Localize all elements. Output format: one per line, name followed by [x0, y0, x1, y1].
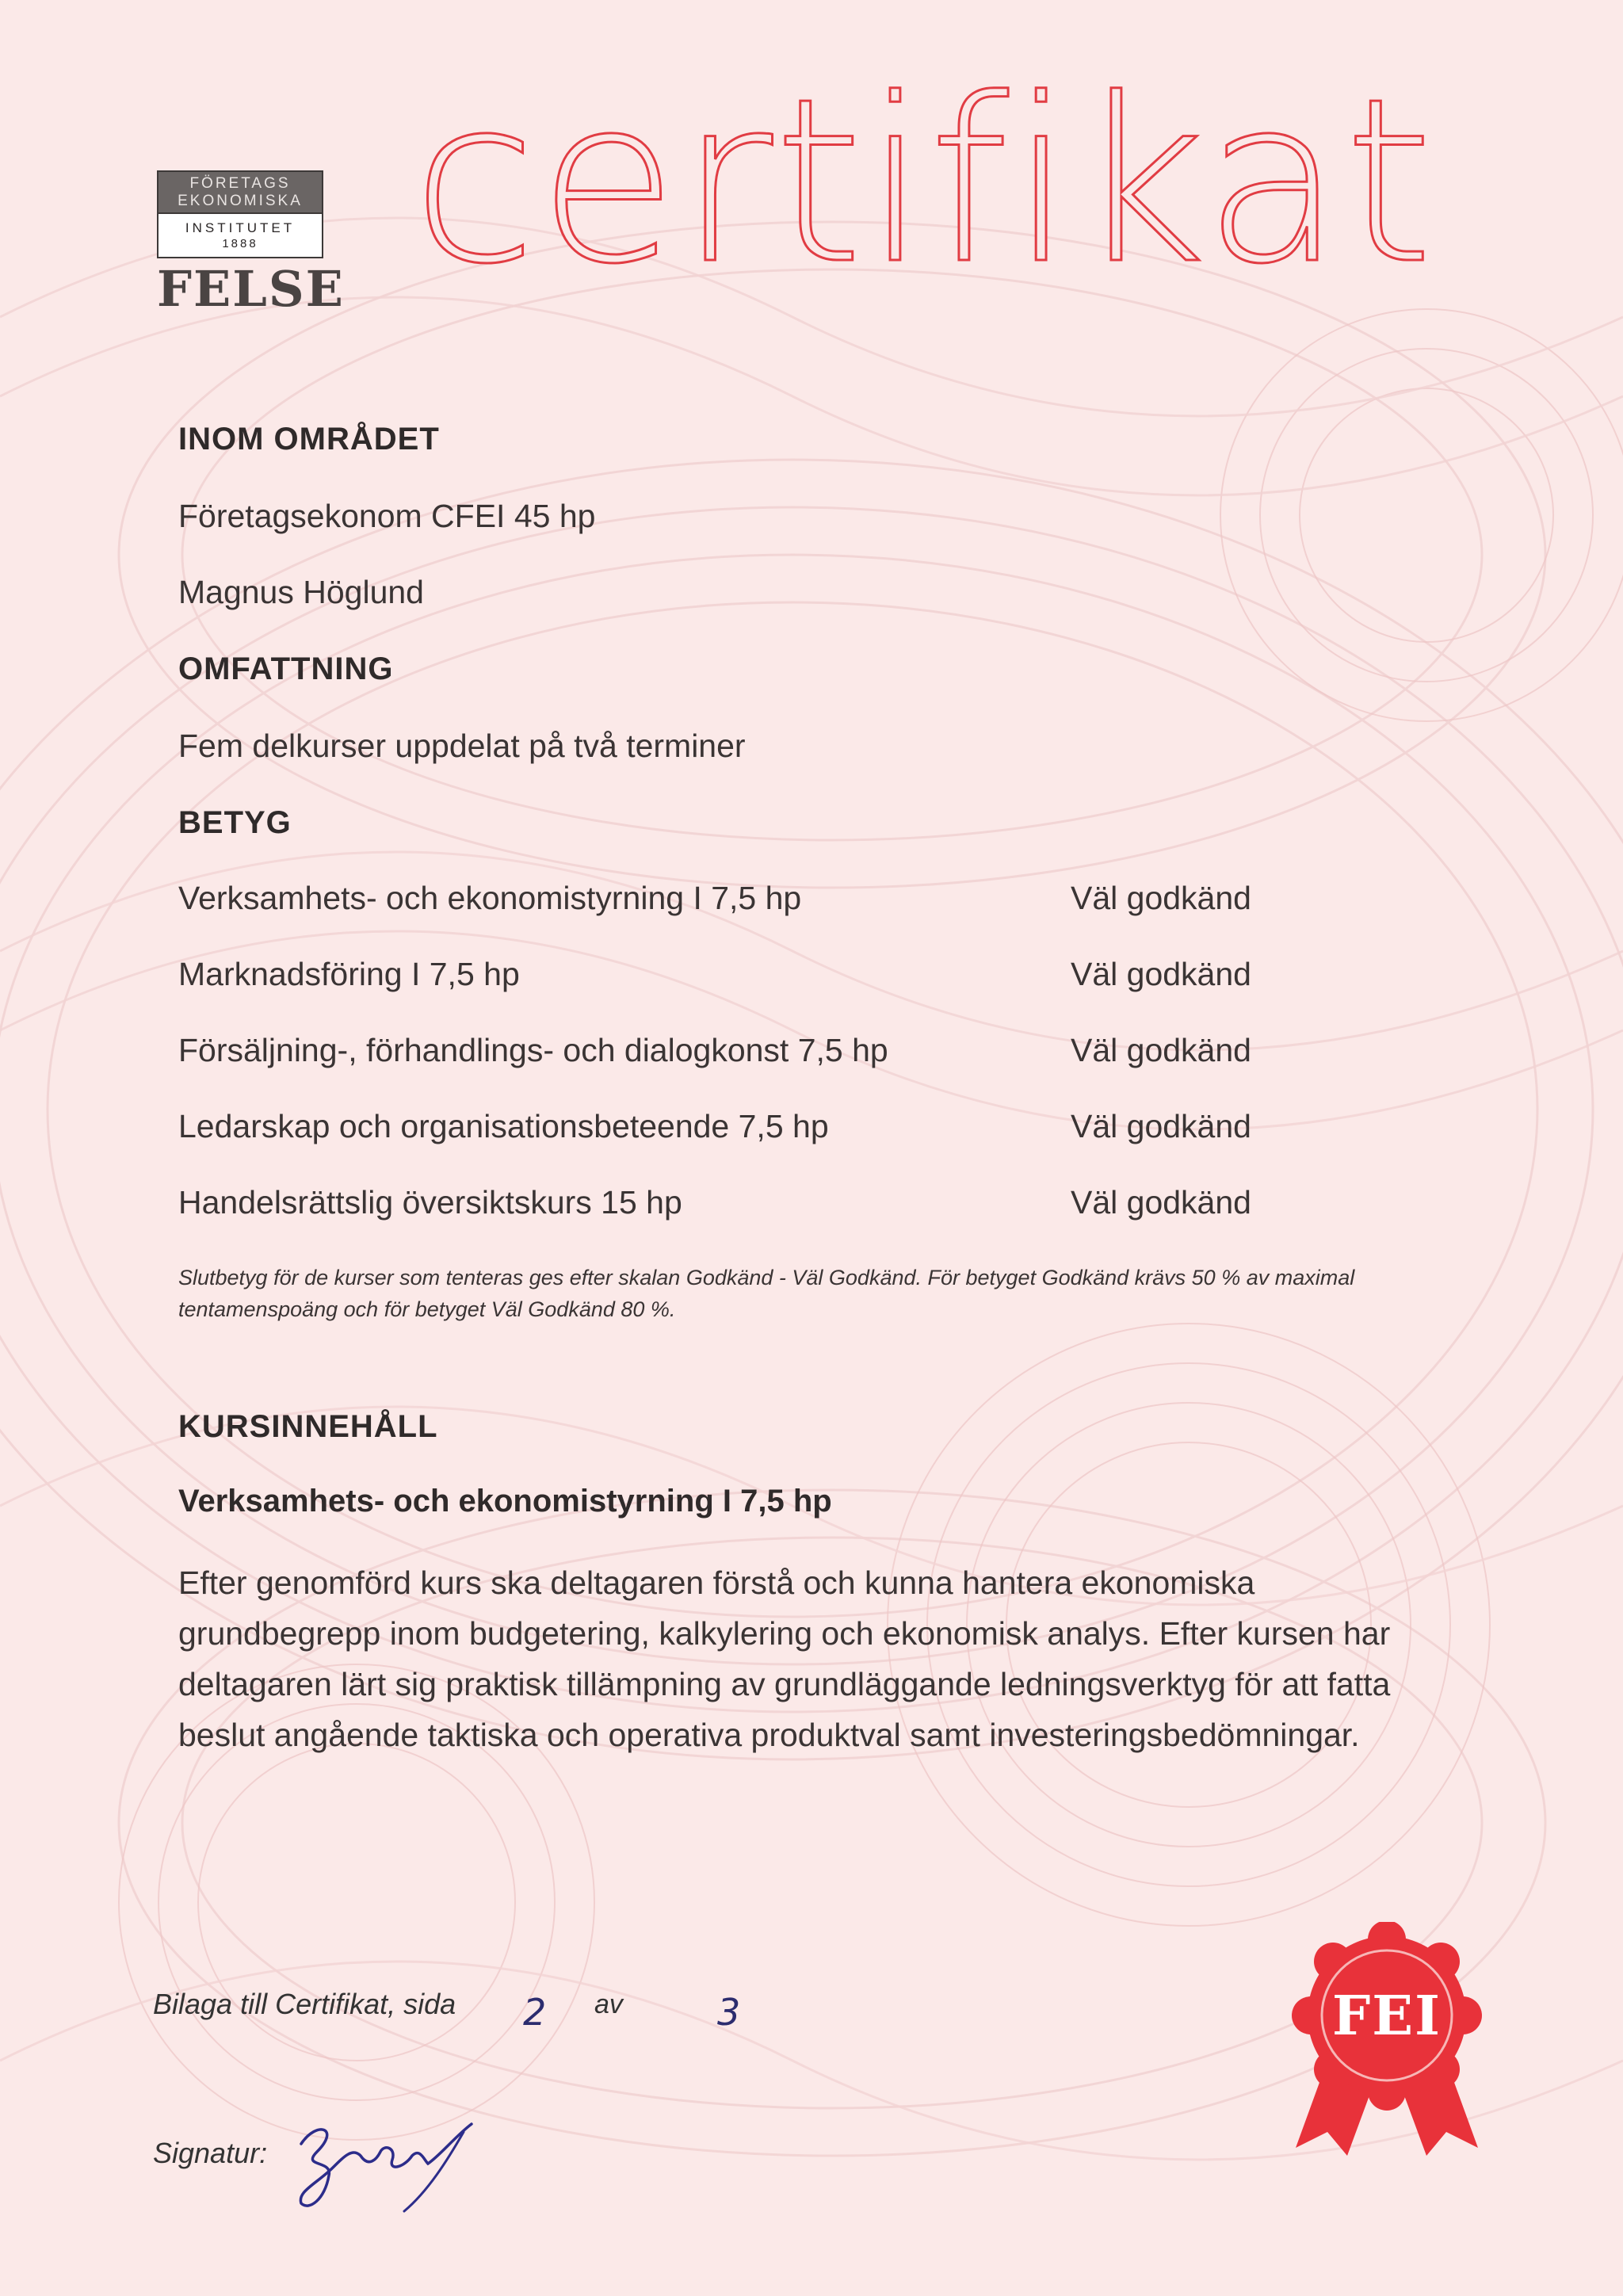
course-name: Marknadsföring I 7,5 hp [178, 956, 520, 992]
scope-text: Fem delkurser uppdelat på två terminer [178, 728, 746, 764]
of-label: av [594, 1989, 623, 2019]
svg-text:FEI: FEI [1332, 1985, 1442, 2048]
fei-seal-icon [1292, 1922, 1482, 2160]
grade-row [178, 1184, 1304, 1232]
logo-year: 1888 [222, 237, 258, 250]
handwritten-signature [285, 2112, 483, 2215]
course-grade: Väl godkänd [1071, 880, 1251, 916]
signature-label: Signatur: [153, 2137, 268, 2169]
program-name: Företagsekonom CFEI 45 hp [178, 498, 596, 534]
course-name: Ledarskap och organisationsbeteende 7,5 hp [178, 1108, 829, 1144]
course-name: Verksamhets- och ekonomistyrning I 7,5 hp [178, 880, 802, 916]
scope-heading: OMFATTNING [178, 651, 394, 686]
course-name: Försäljning-, förhandlings- och dialogkonst 7,5 hp [178, 1032, 888, 1068]
grading-note: Slutbetyg för de kurser som tenteras ges efter skalan Godkänd - Väl Godkänd. För betyget Godkänd krävs 50 % av maximal tentamenspoäng och för betyget Väl Godkänd 80 %. [178, 1266, 1355, 1321]
logo-top-band [157, 170, 323, 212]
logo-middle-band [157, 212, 323, 258]
logo-wordmark: FELSE [157, 260, 345, 318]
logo-line2: EKONOMISKA [178, 193, 303, 209]
attachment-label: Bilaga till Certifikat, sida [153, 1988, 456, 2020]
logo-line3: INSTITUTET [185, 220, 296, 235]
certificate-title: certifikat [412, 51, 1435, 314]
total-pages: 3 [717, 1991, 741, 2034]
course-grade: Väl godkänd [1071, 1108, 1251, 1144]
course-grade: Väl godkänd [1071, 1184, 1251, 1221]
institute-logo [157, 170, 345, 318]
grade-row [178, 880, 1304, 927]
participant-name: Magnus Höglund [178, 574, 424, 610]
content-course-title: Verksamhets- och ekonomistyrning I 7,5 hp [178, 1484, 832, 1519]
page-number: 2 [523, 1991, 547, 2034]
logo-line1: FÖRETAGS [189, 175, 291, 192]
course-grade: Väl godkänd [1071, 956, 1251, 992]
course-name: Handelsrättslig översiktskurs 15 hp [178, 1184, 682, 1221]
grade-row [178, 956, 1304, 1003]
grade-row [178, 1032, 1304, 1079]
grade-row [178, 1108, 1304, 1156]
course-grade: Väl godkänd [1071, 1032, 1251, 1068]
grades-heading: BETYG [178, 805, 292, 840]
content-heading: KURSINNEHÅLL [178, 1409, 438, 1444]
content-description: Efter genomförd kurs ska deltagaren förstå och kunna hantera ekonomiska grundbegrepp inom budgetering, kalkylering och ekonomisk analys. Efter kursen har deltagaren lärt sig praktisk tillämpning av grundläggande ledningsverktyg för att fatta beslut angående taktiska och operativa produktval samt investeringsbedömningar. [178, 1564, 1391, 1753]
area-heading: INOM OMRÅDET [178, 422, 440, 457]
